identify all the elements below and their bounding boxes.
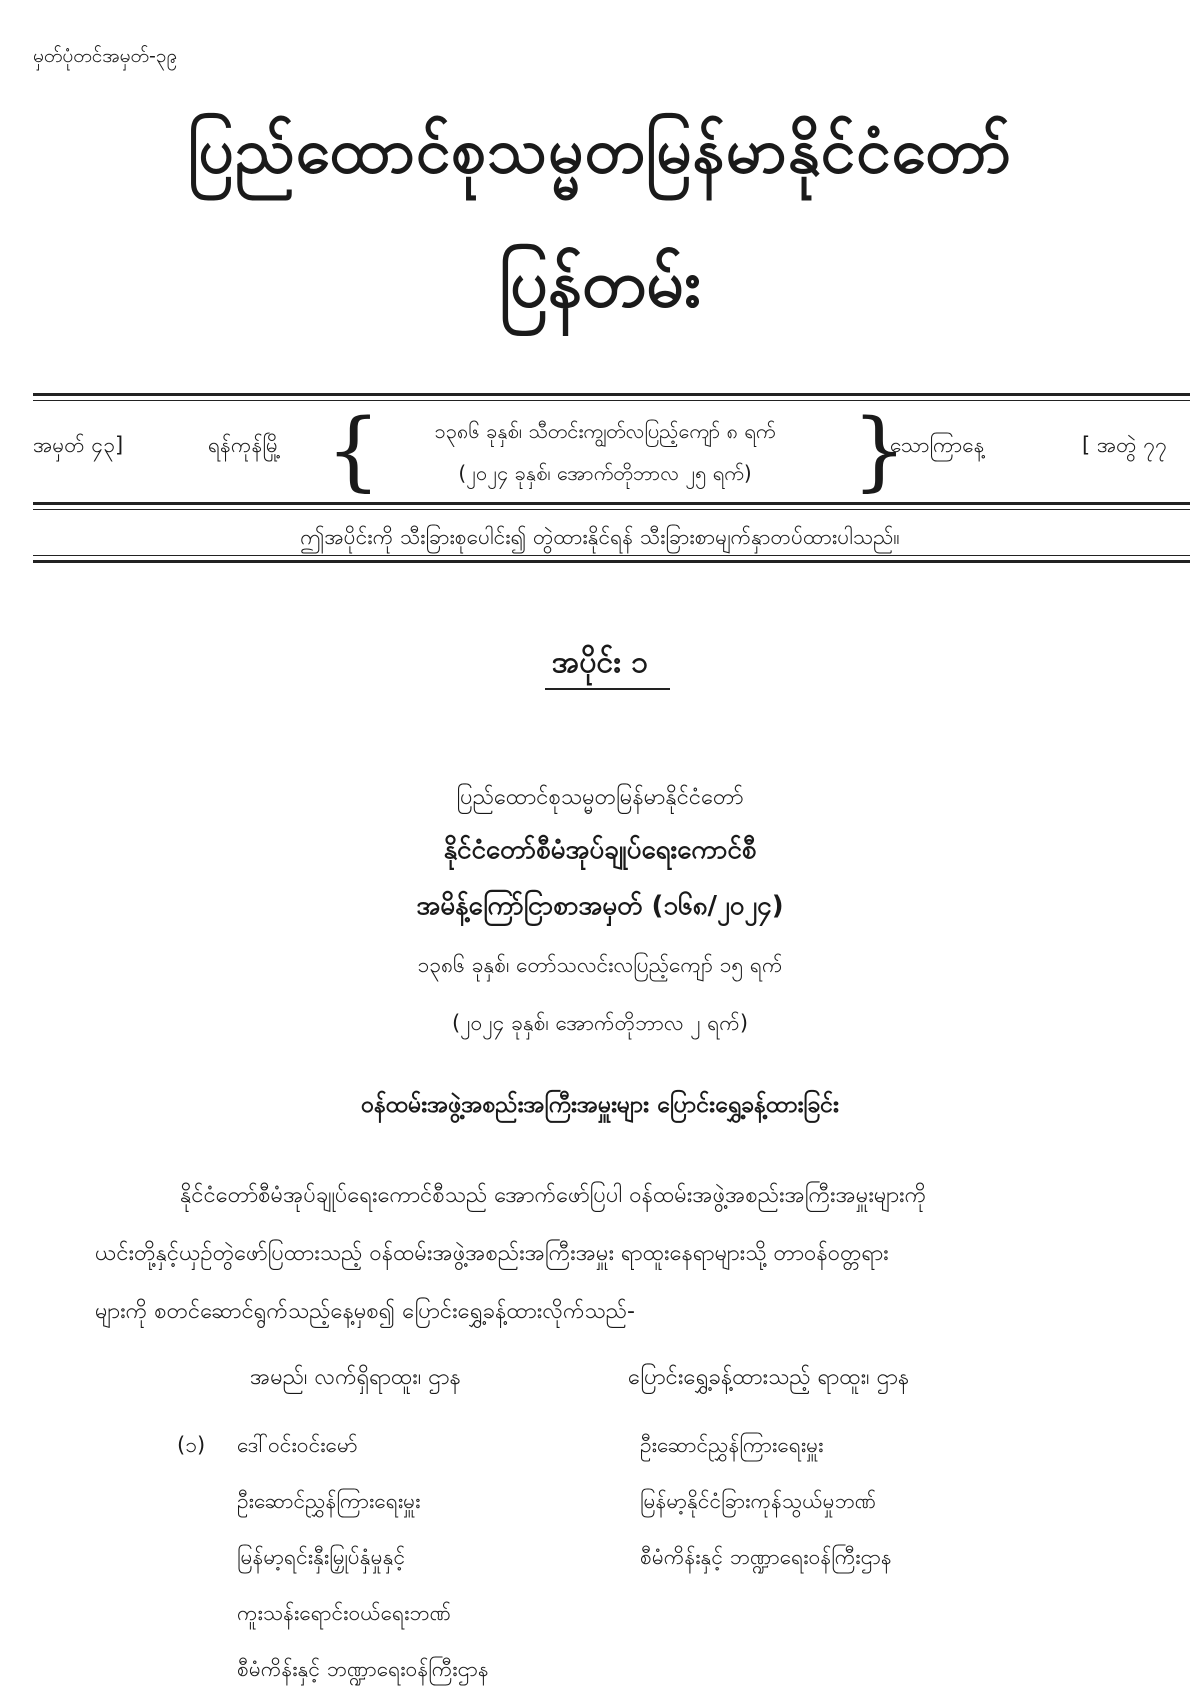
issue-date-gregorian: (၂၀၂၄ ခုနှစ်၊ အောက်တိုဘာလ ၂၅ ရက်): [458, 461, 752, 485]
rule-mid-thin: [33, 509, 1190, 510]
paragraph-line-3: များကို စတင်ဆောင်ရွက်သည့်နေ့မှစ၍ ပြောင်းရွှေ့ခန့်ထားလိုက်သည်-: [95, 1299, 635, 1324]
issue-weekday: သောကြာနေ့: [890, 433, 985, 457]
rule-bottom-thick: [33, 560, 1190, 563]
issue-number: အမှတ် ၄၃]: [33, 433, 124, 457]
current-position: ဦးဆောင်ညွှန်ကြားရေးမှူး: [237, 1489, 421, 1513]
row-number: (၁): [177, 1433, 206, 1457]
left-brace: {: [326, 401, 381, 501]
new-ministry: စီမံကိန်းနှင့် ဘဏ္ဍာရေးဝန်ကြီးဌာန: [640, 1545, 892, 1569]
issue-volume: [ အတွဲ ၇၇: [1082, 433, 1167, 457]
gazette-subtitle: ပြန်တမ်း: [499, 245, 701, 322]
registration-number: မှတ်ပုံတင်အမှတ်-၃၉: [33, 45, 178, 67]
order-subject: ဝန်ထမ်းအဖွဲ့အစည်းအကြီးအမှူးများ ပြောင်းရွှေ့ခန့်ထားခြင်း: [361, 1092, 839, 1118]
order-date-gregorian: (၂၀၂၄ ခုနှစ်၊ အောက်တိုဘာလ ၂ ရက်): [451, 1011, 749, 1035]
current-ministry: စီမံကိန်းနှင့် ဘဏ္ဍာရေးဝန်ကြီးဌာန: [237, 1657, 489, 1681]
right-brace: }: [852, 401, 907, 501]
issue-date-myanmar: ၁၃၈၆ ခုနှစ်၊ သီတင်းကျွတ်လပြည့်ကျော် ၈ ရက်: [434, 419, 776, 443]
current-name: ဒေါ်ဝင်းဝင်းမော်: [237, 1433, 358, 1457]
order-number: အမိန့်ကြော်ငြာစာအမှတ် (၁၆၈/၂၀၂၄): [416, 891, 784, 921]
column-header-current: အမည်၊ လက်ရှိရာထူး၊ ဌာန: [250, 1365, 461, 1390]
gazette-title: ပြည်ထောင်စုသမ္မတမြန်မာနိုင်ငံတော်: [188, 114, 1012, 187]
column-header-new: ပြောင်းရွှေ့ခန့်ထားသည့် ရာထူး၊ ဌာန: [628, 1365, 910, 1390]
new-position: ဦးဆောင်ညွှန်ကြားရေးမှူး: [640, 1433, 824, 1457]
order-council: နိုင်ငံတော်စီမံအုပ်ချုပ်ရေးကောင်စီ: [443, 835, 757, 865]
new-department: မြန်မာ့နိုင်ငံခြားကုန်သွယ်မှုဘဏ်: [640, 1489, 876, 1513]
current-department-line-2: ကူးသန်းရောင်းဝယ်ရေးဘဏ်: [237, 1601, 451, 1625]
current-department-line-1: မြန်မာ့ရင်းနှီးမြှုပ်နှံမှုနှင့်: [237, 1545, 406, 1569]
paragraph-line-1: နိုင်ငံတော်စီမံအုပ်ချုပ်ရေးကောင်စီသည် အောက်ဖော်ပြပါ ဝန်ထမ်းအဖွဲ့အစည်းအကြီးအမှူးများကို: [180, 1183, 927, 1208]
part-heading: အပိုင်း ၁: [551, 645, 649, 680]
paragraph-line-2: ယင်းတို့နှင့်ယှဉ်တွဲဖော်ပြထားသည့် ဝန်ထမ်းအဖွဲ့အစည်းအကြီးအမှူး ရာထူးနေရာများသို့ တာဝန်ဝတ္တရား: [95, 1241, 889, 1266]
separate-pages-notice: ဤအပိုင်းကို သီးခြားစုပေါင်း၍ တွဲထားနိုင်ရန် သီးခြားစာမျက်နှာတပ်ထားပါသည်။: [300, 525, 900, 549]
order-government: ပြည်ထောင်စုသမ္မတမြန်မာနိုင်ငံတော်: [456, 785, 744, 810]
order-date-myanmar: ၁၃၈၆ ခုနှစ်၊ တော်သလင်းလပြည့်ကျော် ၁၅ ရက်: [417, 953, 783, 977]
issue-city: ရန်ကုန်မြို့: [208, 433, 282, 457]
part-heading-underline: [545, 688, 670, 690]
rule-bottom-thin: [33, 555, 1190, 556]
rule-top-thick: [33, 393, 1190, 396]
rule-top-thin: [33, 400, 1190, 401]
rule-mid-thick: [33, 502, 1190, 505]
